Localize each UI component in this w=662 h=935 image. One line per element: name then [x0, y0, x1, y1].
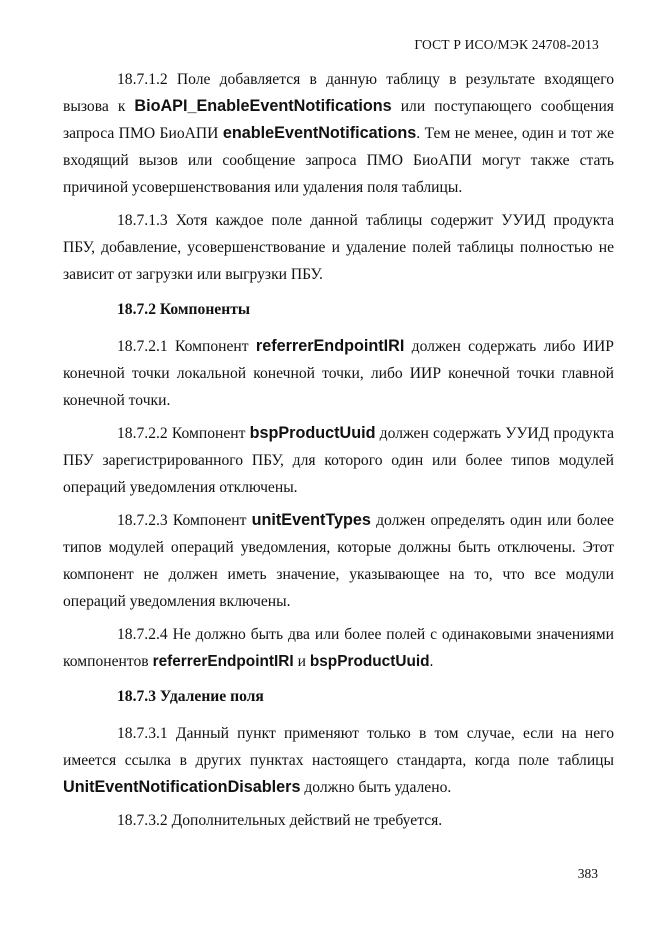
paragraph-18-7-2-1 [63, 333, 614, 414]
section-heading-18-7-3: 18.7.3 Удаление поля [117, 688, 264, 705]
paragraph-18-7-1-3: 18.7.1.3 Хотя каждое поле данной таблицы содержит УУИД продукта ПБУ, добавление, усовершенствование и удаление полей таблицы полностью не зависит от загрузки или выгрузки ПБУ. [63, 212, 614, 283]
code-identifier: enableEventNotifications [222, 124, 417, 142]
section-heading-18-7-2: 18.7.2 Компоненты [117, 301, 251, 318]
page-number: 383 [577, 866, 598, 881]
page-content [63, 66, 614, 834]
paragraph-18-7-2-4 [63, 621, 614, 675]
paragraph-18-7-3-1 [63, 720, 614, 801]
paragraph-18-7-2-2 [63, 420, 614, 501]
code-identifier: referrerEndpointIRI [152, 653, 294, 670]
code-identifier: bspProductUuid [309, 653, 430, 670]
text-run: 18.7.2.4 Не должно быть два или более полей с одинаковыми значениями компонентов [63, 626, 614, 670]
text-run: и [293, 653, 310, 670]
text-run: должен определять один или более типов модулей операций уведомления, которые должны быть отключены. Этот компонент не должен иметь значение, указывающее на то, что все модули операций уведомления включены. [63, 512, 614, 610]
text-run: должно быть удалено. [300, 779, 452, 796]
code-identifier: UnitEventNotificationDisablers [63, 778, 301, 796]
text-run: 18.7.2.2 Компонент [117, 425, 250, 442]
code-identifier: unitEventTypes [251, 511, 371, 529]
document-header: ГОСТ Р ИСО/МЭК 24708-2013 [414, 37, 599, 52]
paragraph-18-7-3-2: 18.7.3.2 Дополнительных действий не требуется. [117, 812, 443, 829]
paragraph-18-7-1-2 [63, 66, 614, 201]
text-run: . [429, 653, 434, 670]
code-identifier: BioAPI_EnableEventNotifications [134, 97, 392, 115]
code-identifier: referrerEndpointIRI [255, 337, 405, 355]
code-identifier: bspProductUuid [249, 424, 376, 442]
text-run: 18.7.2.3 Компонент [117, 512, 252, 529]
text-run: 18.7.1.2 Поле добавляется в данную таблицу в результате входящего вызова к [63, 71, 614, 115]
text-run: должен содержать УУИД продукта ПБУ зарегистрированного ПБУ, для которого один или более типов модулей операций уведомления отключены. [63, 425, 614, 496]
text-run: . Тем не менее, один и тот же входящий вызов или сообщение запроса ПМО БиоАПИ могут также стать причиной усовершенствования или удаления поля таблицы. [63, 125, 614, 196]
text-run: должен содержать либо ИИР конечной точки локальной конечной точки, либо ИИР конечной точки главной конечной точки. [63, 338, 614, 409]
paragraph-18-7-2-3 [63, 507, 614, 615]
text-run: 18.7.2.1 Компонент [117, 338, 256, 355]
text-run: или поступающего сообщения запроса ПМО БиоАПИ [63, 98, 614, 142]
text-run: 18.7.3.1 Данный пункт применяют только в том случае, если на него имеется ссылка в других пунктах настоящего стандарта, когда поле таблицы [63, 725, 614, 769]
